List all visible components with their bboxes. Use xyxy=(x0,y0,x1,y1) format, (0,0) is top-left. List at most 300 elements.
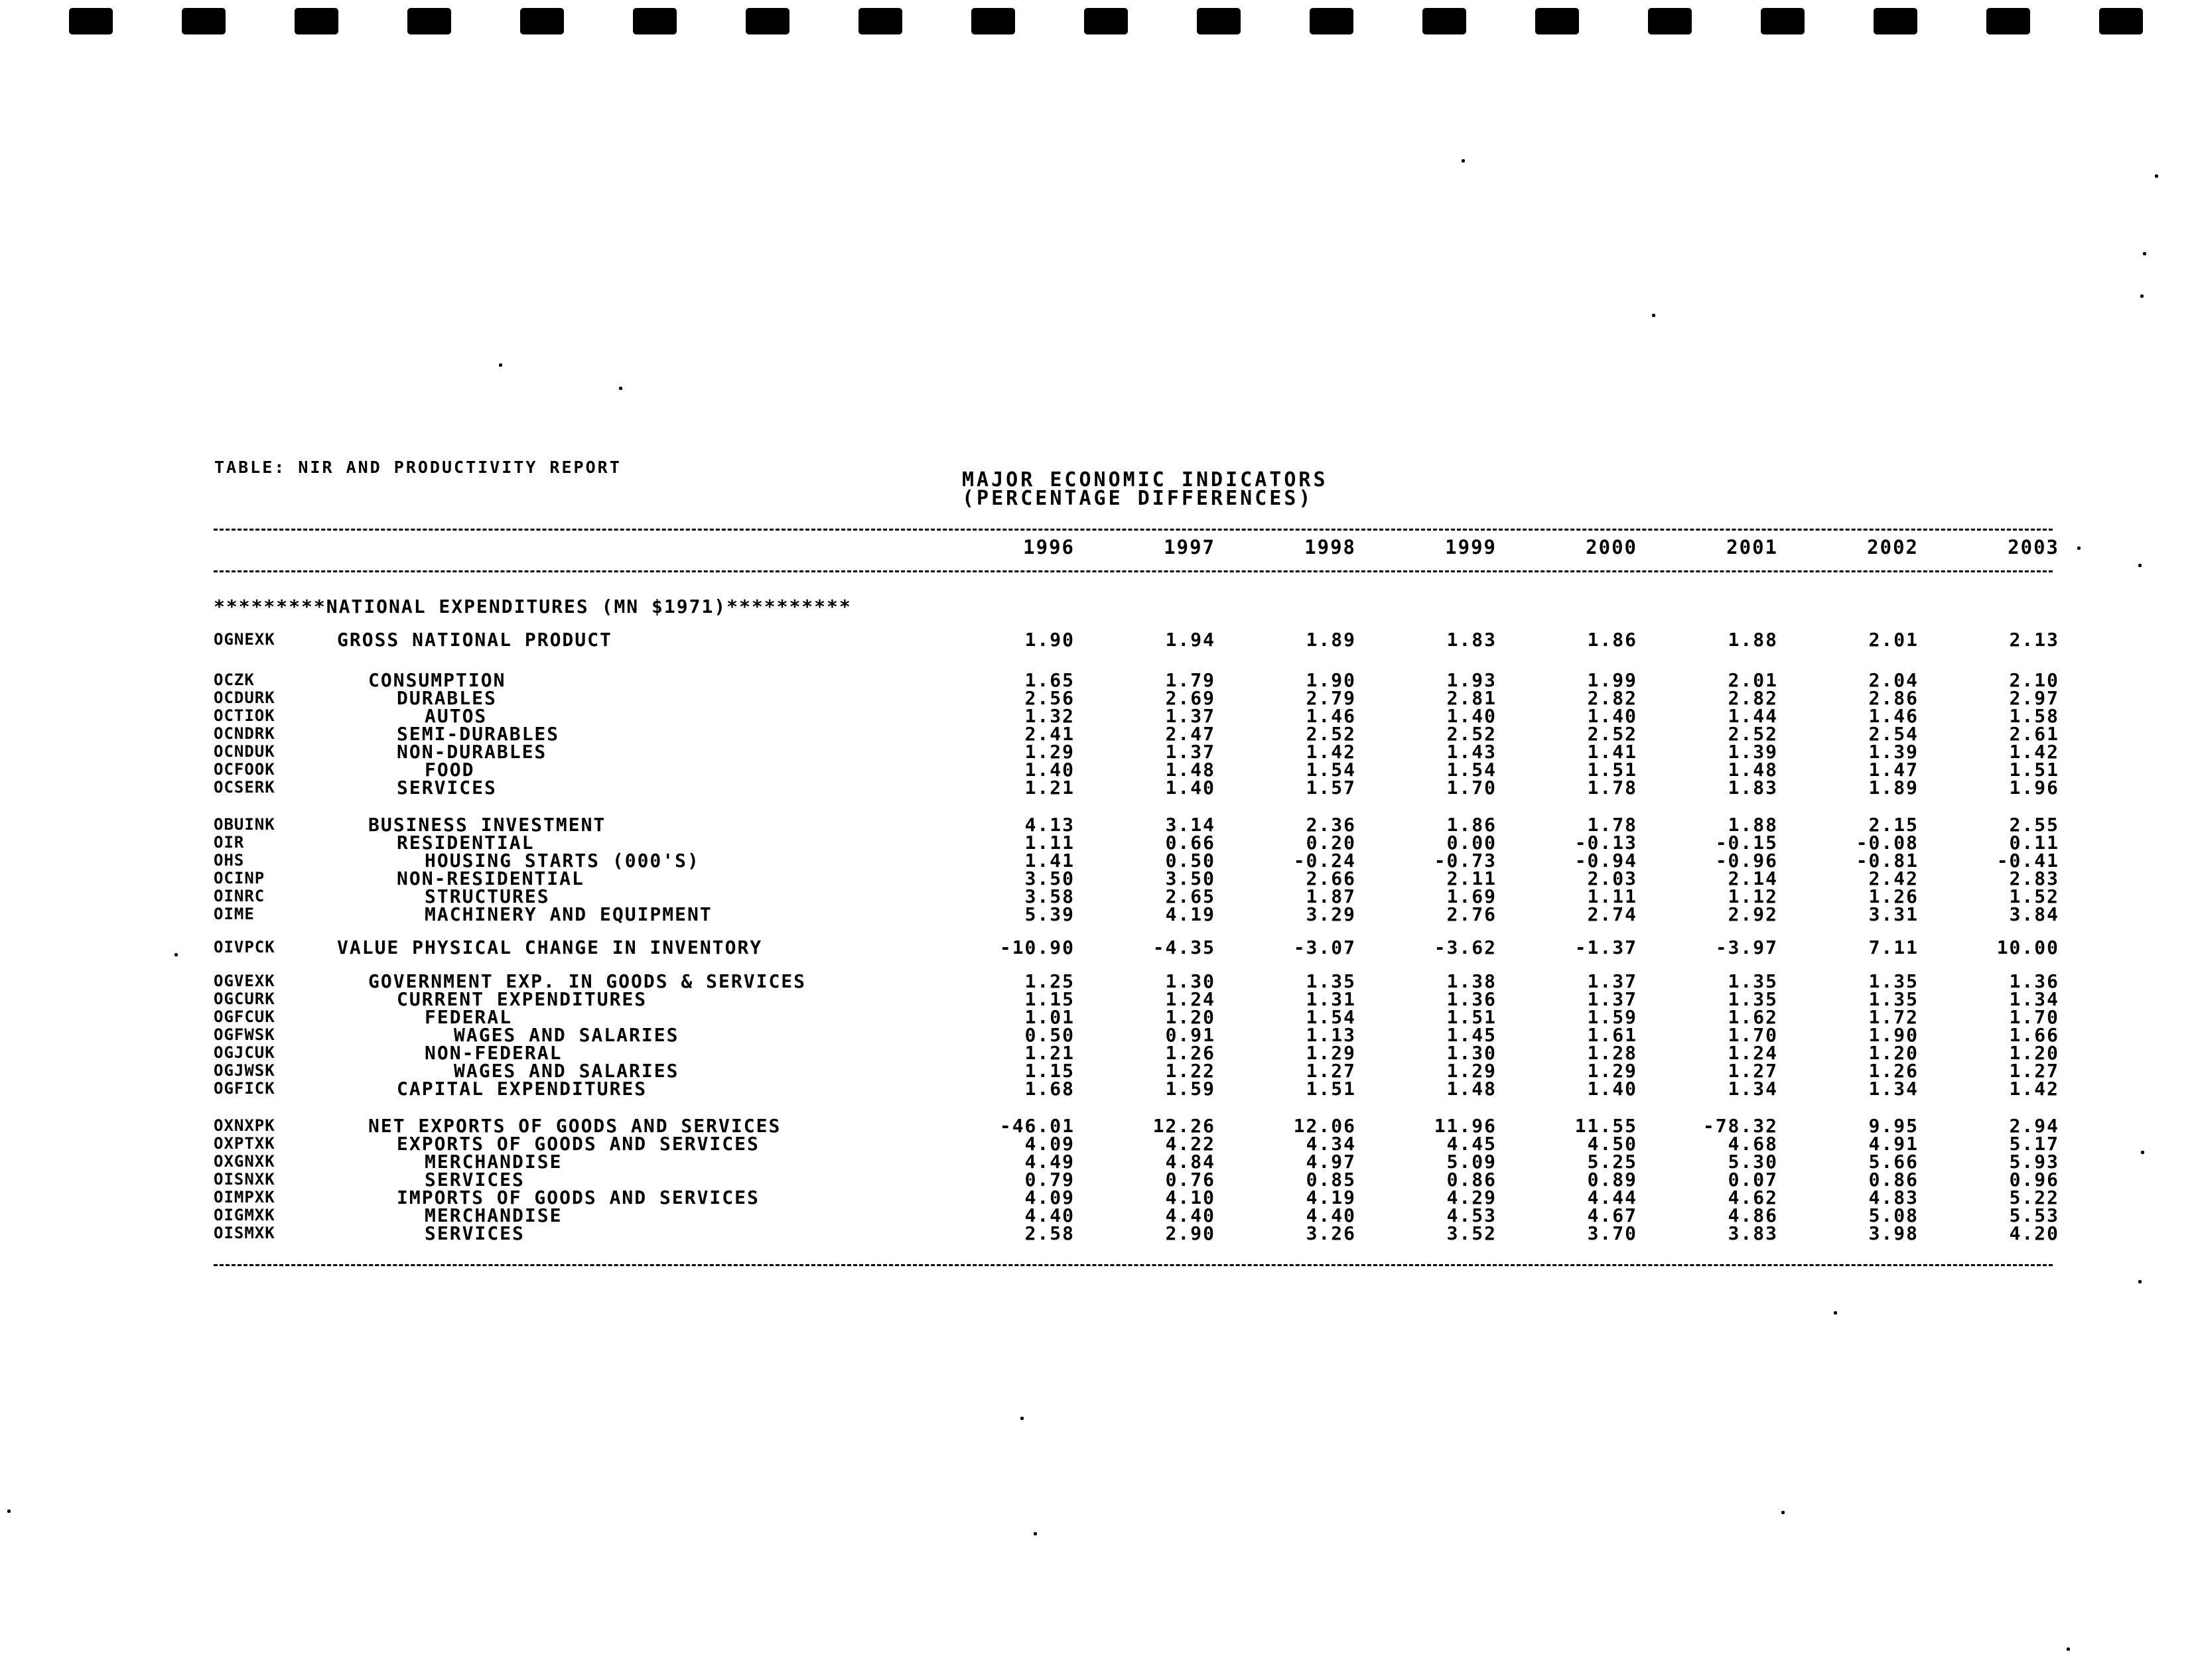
series-label: STRUCTURES xyxy=(425,885,550,907)
value-cell: 1.86 xyxy=(1446,814,1497,836)
scan-speck xyxy=(2067,1648,2070,1651)
table-group-investment xyxy=(0,816,2192,923)
value-cell: 1.43 xyxy=(1446,741,1497,763)
series-code: OIME xyxy=(214,905,255,923)
value-cell: 4.20 xyxy=(2009,1222,2059,1244)
value-cell: 1.11 xyxy=(1587,885,1637,907)
value-cell: 2.55 xyxy=(2009,814,2059,836)
value-cell: 1.96 xyxy=(2009,777,2059,799)
table-row xyxy=(0,816,2192,834)
value-cell: 1.13 xyxy=(1306,1024,1356,1046)
value-cell: 4.19 xyxy=(1306,1187,1356,1208)
table-row xyxy=(0,1008,2192,1026)
value-cell: 1.83 xyxy=(1446,629,1497,651)
value-cell: 2.56 xyxy=(1024,687,1075,709)
punch-hole xyxy=(633,8,677,34)
series-code: OIGMXK xyxy=(214,1206,275,1224)
value-cell: 4.13 xyxy=(1024,814,1075,836)
value-cell: 0.20 xyxy=(1306,832,1356,854)
series-label: EXPORTS OF GOODS AND SERVICES xyxy=(397,1133,760,1155)
punch-hole xyxy=(69,8,113,34)
value-cell: 5.25 xyxy=(1587,1151,1637,1173)
value-cell: 1.45 xyxy=(1446,1024,1497,1046)
value-cell: 1.61 xyxy=(1587,1024,1637,1046)
scan-speck xyxy=(2143,252,2146,255)
series-label: MERCHANDISE xyxy=(425,1151,563,1173)
table-row xyxy=(0,671,2192,689)
value-cell: 1.88 xyxy=(1728,629,1778,651)
series-label: AUTOS xyxy=(425,705,488,727)
value-cell: 1.70 xyxy=(1728,1024,1778,1046)
value-cell: 12.06 xyxy=(1293,1115,1356,1137)
value-cell: 2.61 xyxy=(2009,723,2059,745)
series-label: FOOD xyxy=(425,759,475,781)
value-cell: 0.91 xyxy=(1165,1024,1215,1046)
table-row xyxy=(0,852,2192,870)
value-cell: 0.11 xyxy=(2009,832,2059,854)
value-cell: 1.36 xyxy=(1446,988,1497,1010)
year-header-1997: 1997 xyxy=(1164,536,1215,558)
punch-hole xyxy=(2099,8,2143,34)
value-cell: 2.52 xyxy=(1728,723,1778,745)
scan-speck xyxy=(1834,1311,1837,1315)
value-cell: 3.83 xyxy=(1728,1222,1778,1244)
table-row xyxy=(0,761,2192,779)
value-cell: 2.52 xyxy=(1587,723,1637,745)
value-cell: -3.07 xyxy=(1293,937,1356,958)
value-cell: 5.39 xyxy=(1024,903,1075,925)
series-label: SERVICES xyxy=(425,1222,525,1244)
scan-speck xyxy=(2138,1280,2142,1283)
value-cell: 1.40 xyxy=(1587,1078,1637,1100)
year-header-2002: 2002 xyxy=(1867,536,1919,558)
value-cell: 1.90 xyxy=(1024,629,1075,651)
value-cell: -0.41 xyxy=(1996,850,2059,872)
value-cell: 2.36 xyxy=(1306,814,1356,836)
year-header-1998: 1998 xyxy=(1304,536,1356,558)
value-cell: 1.54 xyxy=(1446,759,1497,781)
value-cell: 2.97 xyxy=(2009,687,2059,709)
value-cell: 3.98 xyxy=(1868,1222,1919,1244)
value-cell: 2.94 xyxy=(2009,1115,2059,1137)
series-code: OGNEXK xyxy=(214,630,275,649)
punch-hole xyxy=(1197,8,1241,34)
series-code: OXNXPK xyxy=(214,1116,275,1135)
value-cell: 4.86 xyxy=(1728,1204,1778,1226)
value-cell: 4.19 xyxy=(1165,903,1215,925)
series-label: VALUE PHYSICAL CHANGE IN INVENTORY xyxy=(337,937,763,958)
scan-speck xyxy=(619,387,622,390)
table-row xyxy=(0,990,2192,1008)
value-cell: 1.70 xyxy=(1446,777,1497,799)
value-cell: 1.29 xyxy=(1446,1060,1497,1082)
table-row xyxy=(0,905,2192,923)
punch-hole xyxy=(1648,8,1692,34)
scan-speck xyxy=(2140,294,2144,298)
series-code: OCFOOK xyxy=(214,760,275,779)
value-cell: 2.41 xyxy=(1024,723,1075,745)
value-cell: 5.22 xyxy=(2009,1187,2059,1208)
table-row xyxy=(0,631,2192,649)
value-cell: 0.76 xyxy=(1165,1169,1215,1191)
value-cell: 1.69 xyxy=(1446,885,1497,907)
punch-hole xyxy=(1310,8,1353,34)
value-cell: 4.53 xyxy=(1446,1204,1497,1226)
value-cell: 2.74 xyxy=(1587,903,1637,925)
series-code: OBUINK xyxy=(214,815,275,834)
table-group-gnp xyxy=(0,631,2192,649)
value-cell: 2.83 xyxy=(2009,868,2059,889)
table-row xyxy=(0,1044,2192,1062)
table-row xyxy=(0,887,2192,905)
series-label: NET EXPORTS OF GOODS AND SERVICES xyxy=(368,1115,782,1137)
punch-hole xyxy=(407,8,451,34)
value-cell: 4.40 xyxy=(1306,1204,1356,1226)
value-cell: 1.94 xyxy=(1165,629,1215,651)
value-cell: 4.68 xyxy=(1728,1133,1778,1155)
value-cell: -0.94 xyxy=(1574,850,1637,872)
value-cell: 1.36 xyxy=(2009,970,2059,992)
value-cell: 1.54 xyxy=(1306,759,1356,781)
value-cell: 1.86 xyxy=(1587,629,1637,651)
value-cell: 2.66 xyxy=(1306,868,1356,889)
value-cell: 1.37 xyxy=(1587,970,1637,992)
table-header-rule xyxy=(214,570,2053,572)
table-row xyxy=(0,1080,2192,1098)
series-code: OINRC xyxy=(214,887,265,905)
value-cell: 1.58 xyxy=(2009,705,2059,727)
value-cell: 1.37 xyxy=(1587,988,1637,1010)
value-cell: 1.41 xyxy=(1024,850,1075,872)
value-cell: -0.13 xyxy=(1574,832,1637,854)
series-code: OCINP xyxy=(214,869,265,887)
value-cell: 1.51 xyxy=(2009,759,2059,781)
value-cell: 2.52 xyxy=(1446,723,1497,745)
value-cell: 2.04 xyxy=(1868,669,1919,691)
value-cell: 4.09 xyxy=(1024,1187,1075,1208)
value-cell: 3.58 xyxy=(1024,885,1075,907)
scan-speck xyxy=(499,363,502,367)
value-cell: 1.35 xyxy=(1868,988,1919,1010)
value-cell: 1.57 xyxy=(1306,777,1356,799)
scan-speck xyxy=(2155,174,2158,178)
series-code: OGFWSK xyxy=(214,1025,275,1044)
value-cell: 1.35 xyxy=(1728,970,1778,992)
table-row xyxy=(0,834,2192,852)
series-label: MACHINERY AND EQUIPMENT xyxy=(425,903,713,925)
value-cell: 1.20 xyxy=(2009,1042,2059,1064)
value-cell: -4.35 xyxy=(1152,937,1215,958)
table-top-rule xyxy=(214,529,2053,531)
value-cell: 1.89 xyxy=(1306,629,1356,651)
value-cell: 2.92 xyxy=(1728,903,1778,925)
value-cell: 1.87 xyxy=(1306,885,1356,907)
value-cell: 0.07 xyxy=(1728,1169,1778,1191)
table-row xyxy=(0,1135,2192,1153)
value-cell: 2.13 xyxy=(2009,629,2059,651)
scan-speck xyxy=(1034,1532,1037,1535)
value-cell: 1.27 xyxy=(1728,1060,1778,1082)
value-cell: 4.45 xyxy=(1446,1133,1497,1155)
value-cell: 4.49 xyxy=(1024,1151,1075,1173)
value-cell: -1.37 xyxy=(1574,937,1637,958)
series-code: OGJWSK xyxy=(214,1061,275,1080)
value-cell: 4.84 xyxy=(1165,1151,1215,1173)
value-cell: 3.50 xyxy=(1165,868,1215,889)
value-cell: 1.01 xyxy=(1024,1006,1075,1028)
value-cell: 4.40 xyxy=(1165,1204,1215,1226)
value-cell: 0.96 xyxy=(2009,1169,2059,1191)
punch-hole xyxy=(858,8,902,34)
value-cell: 5.17 xyxy=(2009,1133,2059,1155)
value-cell: 1.39 xyxy=(1868,741,1919,763)
series-code: OCDURK xyxy=(214,688,275,707)
value-cell: 0.66 xyxy=(1165,832,1215,854)
value-cell: 1.22 xyxy=(1165,1060,1215,1082)
value-cell: 1.20 xyxy=(1868,1042,1919,1064)
series-label: MERCHANDISE xyxy=(425,1204,563,1226)
value-cell: 1.26 xyxy=(1868,885,1919,907)
scan-speck xyxy=(1781,1511,1785,1514)
value-cell: 1.62 xyxy=(1728,1006,1778,1028)
value-cell: -0.15 xyxy=(1715,832,1778,854)
value-cell: 1.40 xyxy=(1587,705,1637,727)
value-cell: 1.59 xyxy=(1587,1006,1637,1028)
value-cell: 2.42 xyxy=(1868,868,1919,889)
value-cell: 4.22 xyxy=(1165,1133,1215,1155)
value-cell: 3.26 xyxy=(1306,1222,1356,1244)
series-label: GROSS NATIONAL PRODUCT xyxy=(337,629,612,651)
value-cell: -0.08 xyxy=(1856,832,1919,854)
value-cell: 1.68 xyxy=(1024,1078,1075,1100)
series-label: WAGES AND SALARIES xyxy=(454,1024,679,1046)
value-cell: 1.51 xyxy=(1306,1078,1356,1100)
series-label: WAGES AND SALARIES xyxy=(454,1060,679,1082)
table-row xyxy=(0,743,2192,761)
year-header-1999: 1999 xyxy=(1445,536,1497,558)
series-label: NON-FEDERAL xyxy=(425,1042,563,1064)
value-cell: 4.91 xyxy=(1868,1133,1919,1155)
value-cell: -0.24 xyxy=(1293,850,1356,872)
value-cell: 0.85 xyxy=(1306,1169,1356,1191)
value-cell: 2.54 xyxy=(1868,723,1919,745)
value-cell: 7.11 xyxy=(1868,937,1919,958)
value-cell: 5.93 xyxy=(2009,1151,2059,1173)
value-cell: 1.51 xyxy=(1446,1006,1497,1028)
value-cell: 3.50 xyxy=(1024,868,1075,889)
series-label: DURABLES xyxy=(397,687,497,709)
value-cell: 2.58 xyxy=(1024,1222,1075,1244)
value-cell: 2.69 xyxy=(1165,687,1215,709)
table-row xyxy=(0,1206,2192,1224)
series-code: OCNDUK xyxy=(214,742,275,761)
value-cell: 2.15 xyxy=(1868,814,1919,836)
value-cell: 4.44 xyxy=(1587,1187,1637,1208)
value-cell: 2.01 xyxy=(1728,669,1778,691)
scan-speck xyxy=(2138,564,2142,567)
value-cell: 1.40 xyxy=(1024,759,1075,781)
punch-hole xyxy=(520,8,564,34)
table-row xyxy=(0,1189,2192,1206)
series-label: SEMI-DURABLES xyxy=(397,723,560,745)
value-cell: 1.90 xyxy=(1306,669,1356,691)
value-cell: 5.08 xyxy=(1868,1204,1919,1226)
table-group-government xyxy=(0,972,2192,1098)
series-label: SERVICES xyxy=(397,777,497,799)
value-cell: 2.03 xyxy=(1587,868,1637,889)
value-cell: 1.34 xyxy=(2009,988,2059,1010)
value-cell: 1.48 xyxy=(1165,759,1215,781)
value-cell: 1.66 xyxy=(2009,1024,2059,1046)
value-cell: 1.99 xyxy=(1587,669,1637,691)
table-row xyxy=(0,725,2192,743)
value-cell: 0.50 xyxy=(1165,850,1215,872)
series-code: OGCURK xyxy=(214,990,275,1008)
value-cell: 1.78 xyxy=(1587,814,1637,836)
value-cell: 1.29 xyxy=(1306,1042,1356,1064)
value-cell: 1.90 xyxy=(1868,1024,1919,1046)
series-label: CONSUMPTION xyxy=(368,669,506,691)
series-code: OCTIOK xyxy=(214,706,275,725)
scan-speck xyxy=(1462,159,1465,162)
value-cell: 12.26 xyxy=(1152,1115,1215,1137)
table-row xyxy=(0,1224,2192,1242)
series-label: RESIDENTIAL xyxy=(397,832,535,854)
year-header-2000: 2000 xyxy=(1586,536,1637,558)
value-cell: 0.86 xyxy=(1868,1169,1919,1191)
value-cell: 3.70 xyxy=(1587,1222,1637,1244)
series-code: OIVPCK xyxy=(214,938,275,956)
table-row xyxy=(0,707,2192,725)
value-cell: 4.10 xyxy=(1165,1187,1215,1208)
value-cell: 2.86 xyxy=(1868,687,1919,709)
value-cell: 1.27 xyxy=(1306,1060,1356,1082)
punch-hole xyxy=(1761,8,1805,34)
value-cell: 1.24 xyxy=(1165,988,1215,1010)
year-header-2003: 2003 xyxy=(2008,536,2059,558)
value-cell: 4.09 xyxy=(1024,1133,1075,1155)
value-cell: -0.81 xyxy=(1856,850,1919,872)
table-row xyxy=(0,1171,2192,1189)
value-cell: 5.66 xyxy=(1868,1151,1919,1173)
value-cell: 1.39 xyxy=(1728,741,1778,763)
value-cell: 1.31 xyxy=(1306,988,1356,1010)
value-cell: 4.67 xyxy=(1587,1204,1637,1226)
value-cell: 1.40 xyxy=(1446,705,1497,727)
table-group-trade xyxy=(0,1117,2192,1242)
value-cell: 10.00 xyxy=(1996,937,2059,958)
value-cell: 0.00 xyxy=(1446,832,1497,854)
year-header-2001: 2001 xyxy=(1726,536,1778,558)
value-cell: 1.28 xyxy=(1587,1042,1637,1064)
table-row xyxy=(0,1062,2192,1080)
value-cell: 1.35 xyxy=(1306,970,1356,992)
series-label: HOUSING STARTS (000'S) xyxy=(425,850,700,872)
punch-hole xyxy=(971,8,1015,34)
value-cell: -10.90 xyxy=(999,937,1075,958)
value-cell: 1.42 xyxy=(1306,741,1356,763)
table-bottom-rule xyxy=(214,1264,2053,1266)
punch-hole xyxy=(1084,8,1128,34)
series-code: OIR xyxy=(214,833,245,852)
series-label: BUSINESS INVESTMENT xyxy=(368,814,606,836)
series-code: OCZK xyxy=(214,671,255,689)
value-cell: 4.50 xyxy=(1587,1133,1637,1155)
series-label: CAPITAL EXPENDITURES xyxy=(397,1078,648,1100)
value-cell: 2.90 xyxy=(1165,1222,1215,1244)
series-label: CURRENT EXPENDITURES xyxy=(397,988,648,1010)
value-cell: 3.84 xyxy=(2009,903,2059,925)
table-row xyxy=(0,689,2192,707)
series-label: GOVERNMENT EXP. IN GOODS & SERVICES xyxy=(368,970,807,992)
value-cell: 1.42 xyxy=(2009,741,2059,763)
series-code: OISMXK xyxy=(214,1224,275,1242)
value-cell: 0.86 xyxy=(1446,1169,1497,1191)
value-cell: 2.10 xyxy=(2009,669,2059,691)
table-row xyxy=(0,1026,2192,1044)
value-cell: -0.73 xyxy=(1434,850,1497,872)
value-cell: 1.25 xyxy=(1024,970,1075,992)
series-code: OIMPXK xyxy=(214,1188,275,1206)
punch-hole xyxy=(746,8,789,34)
value-cell: 1.21 xyxy=(1024,777,1075,799)
value-cell: 2.52 xyxy=(1306,723,1356,745)
punch-hole xyxy=(295,8,338,34)
table-group-consumption xyxy=(0,671,2192,797)
value-cell: 1.78 xyxy=(1587,777,1637,799)
section-title: *********NATIONAL EXPENDITURES (MN $1971)********** xyxy=(214,596,852,617)
value-cell: 1.93 xyxy=(1446,669,1497,691)
value-cell: 3.14 xyxy=(1165,814,1215,836)
value-cell: 1.47 xyxy=(1868,759,1919,781)
value-cell: 1.27 xyxy=(2009,1060,2059,1082)
value-cell: 1.52 xyxy=(2009,885,2059,907)
series-label: FEDERAL xyxy=(425,1006,513,1028)
year-header-1996: 1996 xyxy=(1023,536,1075,558)
value-cell: 1.70 xyxy=(2009,1006,2059,1028)
value-cell: 2.14 xyxy=(1728,868,1778,889)
value-cell: 4.97 xyxy=(1306,1151,1356,1173)
value-cell: 1.37 xyxy=(1165,705,1215,727)
value-cell: 1.15 xyxy=(1024,988,1075,1010)
series-code: OXGNXK xyxy=(214,1152,275,1171)
value-cell: 1.35 xyxy=(1728,988,1778,1010)
series-label: IMPORTS OF GOODS AND SERVICES xyxy=(397,1187,760,1208)
series-code: OGVEXK xyxy=(214,972,275,990)
value-cell: -46.01 xyxy=(999,1115,1075,1137)
value-cell: 2.76 xyxy=(1446,903,1497,925)
table-row xyxy=(0,938,2192,956)
value-cell: 1.65 xyxy=(1024,669,1075,691)
report-title xyxy=(962,468,1328,510)
value-cell: 11.96 xyxy=(1434,1115,1497,1137)
series-code: OISNXK xyxy=(214,1170,275,1189)
table-group-inventory xyxy=(0,938,2192,956)
value-cell: 4.40 xyxy=(1024,1204,1075,1226)
value-cell: 1.30 xyxy=(1446,1042,1497,1064)
value-cell: 1.38 xyxy=(1446,970,1497,992)
table-row xyxy=(0,1117,2192,1135)
value-cell: 1.34 xyxy=(1868,1078,1919,1100)
value-cell: -78.32 xyxy=(1702,1115,1778,1137)
value-cell: 2.65 xyxy=(1165,885,1215,907)
punch-hole xyxy=(1422,8,1466,34)
value-cell: 1.48 xyxy=(1446,1078,1497,1100)
value-cell: 1.42 xyxy=(2009,1078,2059,1100)
series-code: OCSERK xyxy=(214,778,275,797)
value-cell: 1.11 xyxy=(1024,832,1075,854)
value-cell: 2.81 xyxy=(1446,687,1497,709)
